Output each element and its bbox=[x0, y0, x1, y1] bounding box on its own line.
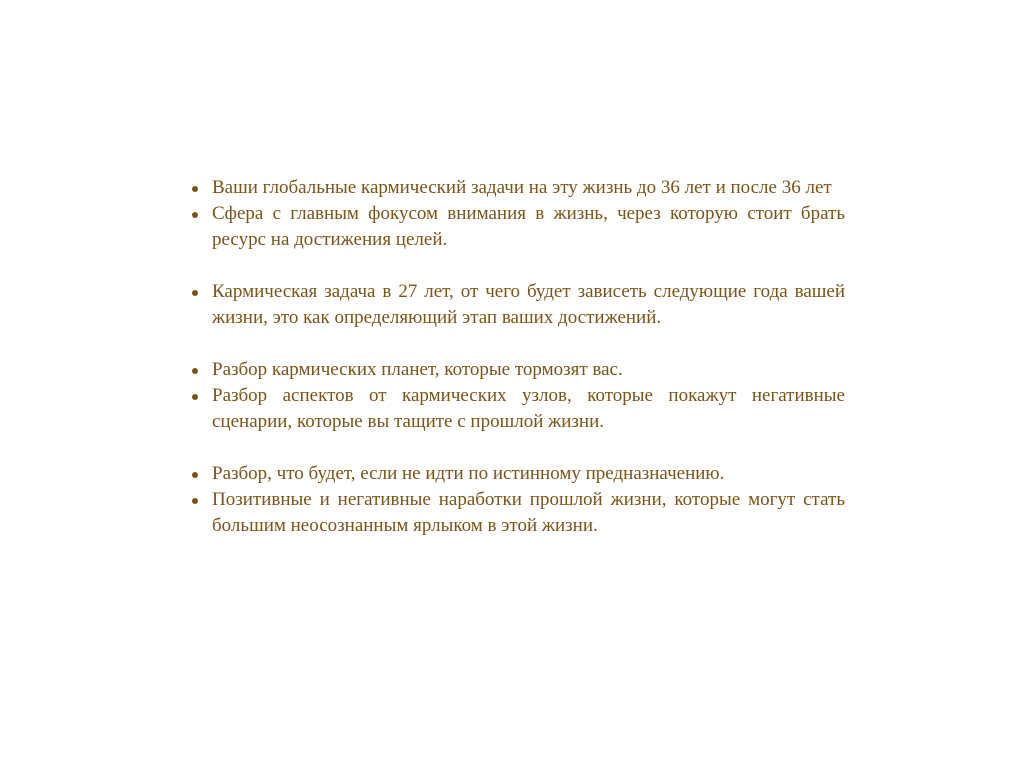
bullet-group-3 bbox=[186, 357, 845, 435]
bullet-list-content bbox=[186, 175, 845, 565]
bullet-dot-icon bbox=[192, 472, 198, 478]
bullet-item bbox=[186, 175, 845, 201]
bullet-item bbox=[186, 201, 845, 253]
bullet-item bbox=[186, 383, 845, 435]
bullet-group-2 bbox=[186, 279, 845, 331]
bullet-dot-icon bbox=[192, 368, 198, 374]
bullet-item-text: Сфера с главным фокусом внимания в жизнь, через которую стоит брать ресурс на достижения целей. bbox=[212, 203, 845, 250]
bullet-dot-icon bbox=[192, 498, 198, 504]
bullet-group-4 bbox=[186, 461, 845, 539]
bullet-dot-icon bbox=[192, 290, 198, 296]
bullet-dot-icon bbox=[192, 212, 198, 218]
bullet-item-text: Кармическая задача в 27 лет, от чего будет зависеть следующие года вашей жизни, это как определяющий этап ваших достижений. bbox=[212, 281, 845, 328]
bullet-item-text: Разбор аспектов от кармических узлов, которые покажут негативные сценарии, которые вы тащите с прошлой жизни. bbox=[212, 385, 845, 432]
bullet-item-text: Разбор, что будет, если не идти по истинному предназначению. bbox=[212, 463, 725, 484]
bullet-group-1 bbox=[186, 175, 845, 253]
bullet-item bbox=[186, 357, 845, 383]
bullet-dot-icon bbox=[192, 394, 198, 400]
bullet-item-text: Позитивные и негативные наработки прошлой жизни, которые могут стать большим неосознанным ярлыком в этой жизни. bbox=[212, 489, 845, 536]
bullet-dot-icon bbox=[192, 186, 198, 192]
bullet-item bbox=[186, 279, 845, 331]
bullet-item-text: Разбор кармических планет, которые тормозят вас. bbox=[212, 359, 623, 380]
bullet-item bbox=[186, 461, 845, 487]
bullet-item bbox=[186, 487, 845, 539]
bullet-item-text: Ваши глобальные кармический задачи на эту жизнь до 36 лет и после 36 лет bbox=[212, 177, 832, 198]
